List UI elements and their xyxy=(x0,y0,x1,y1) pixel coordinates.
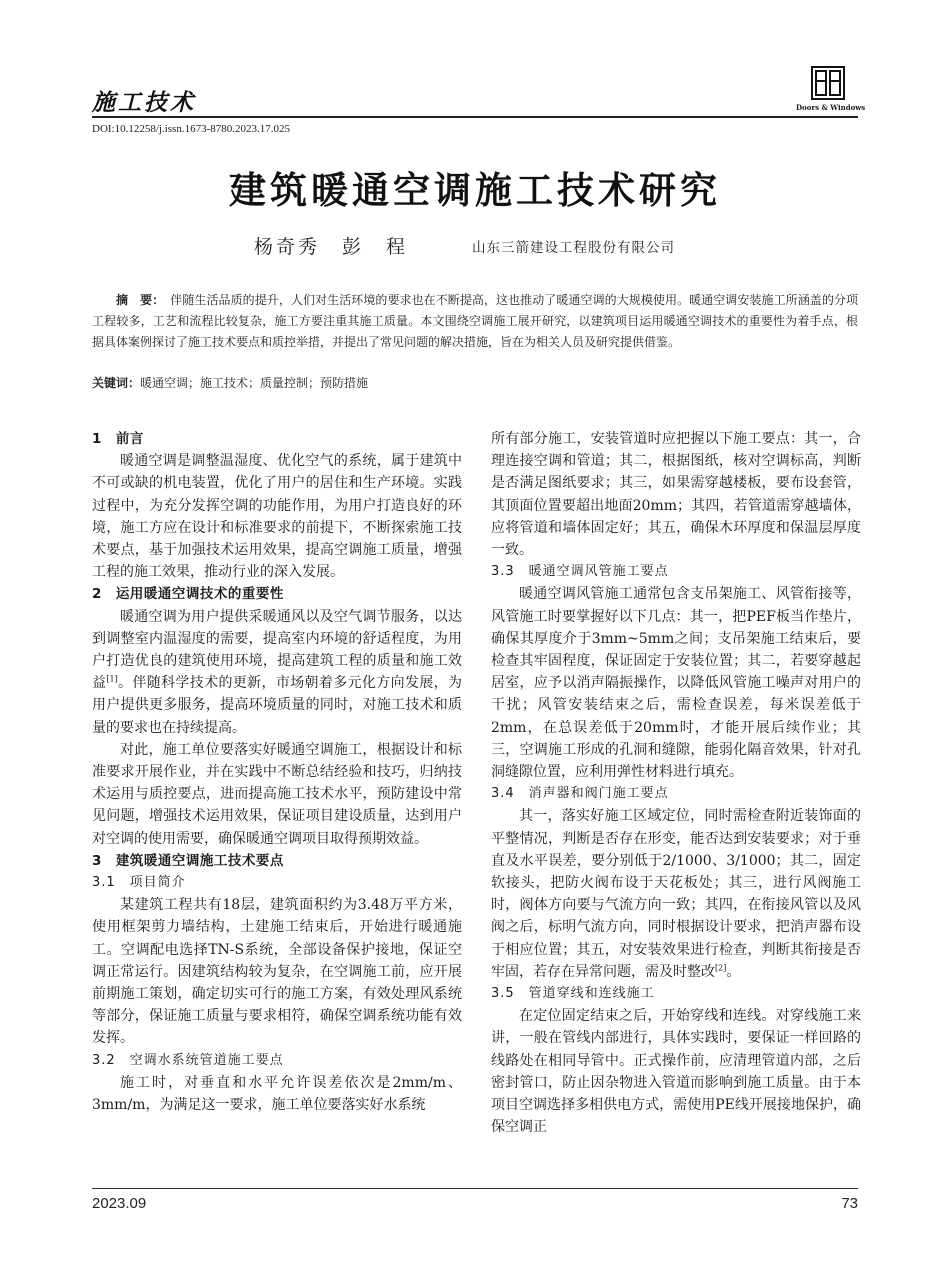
citation-ref: [2] xyxy=(715,963,727,973)
subsection-heading: 3.3 暖通空调风管施工要点 xyxy=(491,564,669,580)
paragraph: 暖通空调风管施工通常包含支吊架施工、风管衔接等，风管施工时要掌握好以下几点：其一，把PEF板当作垫片，确保其厚度介于3mm~5mm之间；支吊架施工结束后，要检查其牢固程度，保证固定于安装位置；其二，若要穿越起居室，应予以消声隔振操作，以降低风管施工噪声对用户的干扰；风管安装结束之后，需检查误差，每米误差低于2mm，在总误差低于20mm时，才能开展后续作业；其三，空调施工形成的孔洞和缝隙，能弱化隔音效果，针对孔洞缝隙位置，应利用弹性材料进行填充。 xyxy=(491,586,861,781)
abstract xyxy=(92,290,858,353)
paragraph-text: 。 xyxy=(726,963,741,980)
right-column xyxy=(491,428,861,1139)
subsection-heading: 3.2 空调水系统管道施工要点 xyxy=(92,1052,284,1068)
keywords xyxy=(92,374,858,392)
footer-rule xyxy=(92,1188,858,1189)
page-number: 73 xyxy=(841,1195,858,1212)
section-heading: 2 运用暖通空调技术的重要性 xyxy=(92,586,284,603)
subsection-heading: 3.5 管道穿线和连线施工 xyxy=(491,986,655,1002)
section-heading: 1 前言 xyxy=(92,431,144,447)
logo-text: Doors & Windows xyxy=(796,103,866,112)
paragraph xyxy=(491,805,861,983)
paragraph-text: 。伴随科学技术的更新，市场朝着多元化方向发展，为用户提供更多服务，提高环境质量的同时，对施工技术和质量的要求也在持续提高。 xyxy=(92,675,463,736)
subsection-heading: 3.1 项目简介 xyxy=(92,875,186,891)
paragraph-text: 暖通空调为用户提供采暖通风以及空气调节服务，以达到调整室内温湿度的需要，提高室内环境的舒适程度，为用户打造优良的建筑使用环境，提高建筑工程的质量和施工效益 xyxy=(92,608,462,692)
left-column xyxy=(92,428,462,1116)
header-rule xyxy=(92,116,858,118)
doi: DOI:10.12258/j.issn.1673-8780.2023.17.025 xyxy=(92,123,290,135)
authors: 杨奇秀 彭 程 xyxy=(254,236,409,258)
keywords-label: 关键词： xyxy=(92,376,141,390)
journal-logo xyxy=(796,66,866,114)
door-window-logo-icon xyxy=(811,66,845,100)
paragraph: 某建筑工程共有18层，建筑面积约为3.48万平方米，使用框架剪力墙结构，土建施工结束后，开始进行暖通施工。空调配电选择TN-S系统，全部设备保护接地，保证空调正常运行。因建筑结构较为复杂，在空调施工前，应开展前期施工策划，确定切实可行的施工方案，有效处理风系统等部分，保证施工质量与要求相符，确保空调系统功能有效发挥。 xyxy=(92,897,462,1047)
paragraph: 在定位固定结束之后，开始穿线和连线。对穿线施工来讲，一般在管线内部进行，具体实践时，要保证一样回路的线路处在相同导管中。正式操作前，应清理管道内部，之后密封管口，防止因杂物进入管道而影响到施工质量。由于本项目空调选择多相供电方式，需使用PE线开展接地保护，确保空调正 xyxy=(491,1008,861,1136)
paper-title: 建筑暖通空调施工技术研究 xyxy=(229,169,721,212)
paragraph: 对此，施工单位要落实好暖通空调施工，根据设计和标准要求开展作业，并在实践中不断总结经验和技巧，归纳技术运用与质控要点，进而提高施工技术水平，预防建设中常见问题，增强技术运用效果，保证项目建设质量，达到用户对空调的使用需要，确保暖通空调项目取得预期效益。 xyxy=(92,741,462,847)
paragraph: 施工时，对垂直和水平允许误差依次是2mm/m、3mm/m，为满足这一要求，施工单位要落实好水系统 xyxy=(92,1074,462,1114)
citation-ref: [1] xyxy=(106,674,118,684)
paragraph: 暖通空调是调整温湿度、优化空气的系统，属于建筑中不可或缺的机电装置，优化了用户的居住和生产环境。实践过程中，为充分发挥空调的功能作用，为用户打造良好的环境，施工方应在设计和标准要求的前提下，不断探索施工技术要点，基于加强技术运用效果，提高空调施工质量，增强工程的施工效果，推动行业的深入发展。 xyxy=(92,453,462,581)
paragraph-text: 其一，落实好施工区域定位，同时需检查附近装饰面的平整情况，判断是否存在形变，能否达到安装要求；对于垂直及水平误差，要分别低于2/1000、3/1000；其二，固定软接头，把防火阀布设于天花板处；其三，进行风阀施工时，阀体方向要与气流方向一致；其四，在衔接风管以及风阀之后，标明气流方向，同时根据设计要求，把消声器布设于相应位置；其五，对安装效果进行检查，判断其衔接是否牢固，若存在异常问题，需及时整改 xyxy=(491,808,861,980)
section-label: 施工技术 xyxy=(92,90,196,116)
section-heading: 3 建筑暖通空调施工技术要点 xyxy=(92,852,284,869)
paragraph: 所有部分施工，安装管道时应把握以下施工要点：其一，合理连接空调和管道；其二，根据图纸，核对空调标高，判断是否满足图纸要求；其三，如果需穿越楼板，要布设套管，其顶面位置要超出地面20mm；其四，若管道需穿越墙体，应将管道和墙体固定好；其五，确保木环厚度和保温层厚度一致。 xyxy=(491,431,861,559)
abstract-label: 摘 要： xyxy=(116,293,165,307)
keywords-text: 暖通空调；施工技术；质量控制；预防措施 xyxy=(140,376,369,390)
paragraph xyxy=(92,606,462,739)
abstract-text: 伴随生活品质的提升，人们对生活环境的要求也在不断提高，这也推动了暖通空调的大规模使用。暖通空调安装施工所涵盖的分项工程较多，工艺和流程比较复杂，施工方要注重其施工质量。本文围绕空调施工展开研究，以建筑项目运用暖通空调技术的重要性为着手点，根据具体案例探讨了施工技术要点和质控举措，并提出了常见问题的解决措施，旨在为相关人员及研究提供借鉴。 xyxy=(92,293,858,349)
issue-date: 2023.09 xyxy=(92,1195,147,1212)
subsection-heading: 3.4 消声器和阀门施工要点 xyxy=(491,786,669,802)
affiliation: 山东三箭建设工程股份有限公司 xyxy=(472,240,675,256)
